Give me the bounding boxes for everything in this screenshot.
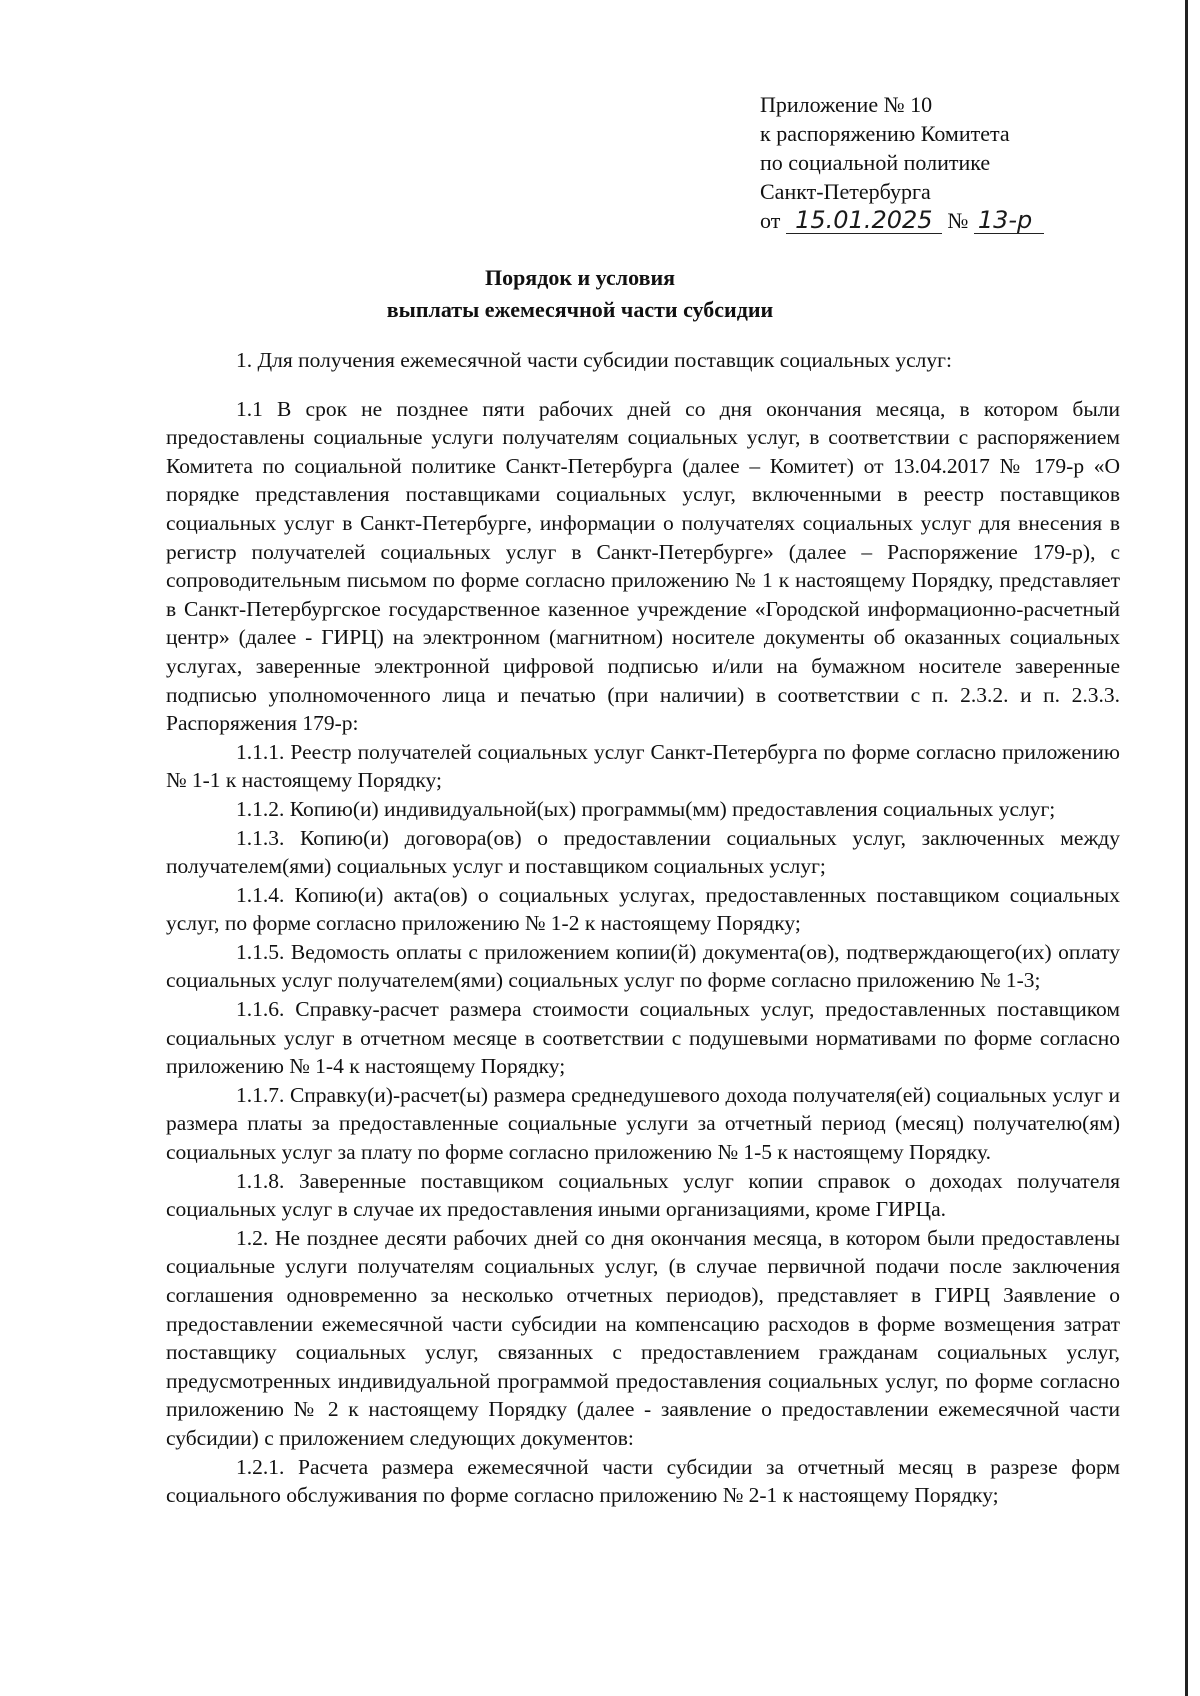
appendix-date-number-line [760,206,1140,235]
paragraph-1-1-2: 1.1.2. Копию(и) индивидуальной(ых) программы(мм) предоставления социальных услуг; [236,796,1056,821]
paragraph-1-1: 1.1 В срок не позднее пяти рабочих дней со дня окончания месяца, в котором были предоставлены социальные услуги получателям социальных услуг, в соответствии с распоряжением Комитета по социальной политике Санкт-Петербурга (далее – Комитет) от 13.04.2017 № 179-р «О порядке представления поставщиками социальных услуг, включенными в реестр поставщиков социальных услуг в Санкт-Петербурге, информации о получателях социальных услуг для внесения в регистр получателей социальных услуг в Санкт-Петербурге» (далее – Распоряжение 179-р), с сопроводительным письмом по форме согласно приложению № 1 к настоящему Порядку, представляет в Санкт-Петербургское государственное казенное учреждение «Городской информационно-расчетный центр» (далее - ГИРЦ) на электронном (магнитном) носителе документы об оказанных социальных услугах, заверенные электронной цифровой подписью и/или на бумажном носителе заверенные подписью уполномоченного лица и печатью (при наличии) в соответствии с п. 2.3.2. и п. 2.3.3. Распоряжения 179-р: [166,396,1120,736]
paragraph-1-1-4: 1.1.4. Копию(и) акта(ов) о социальных услугах, предоставленных поставщиком социальных услуг, по форме согласно приложению № 1-2 к настоящему Порядку; [166,882,1120,936]
document-title [140,262,1020,326]
appendix-line-4: Санкт-Петербурга [760,179,931,204]
handwritten-number: 13-р [974,207,1044,234]
appendix-header [760,90,1140,235]
paragraph-1-1-3: 1.1.3. Копию(и) договора(ов) о предоставлении социальных услуг, заключенных между получателем(ями) социальных услуг и поставщиком социальных услуг; [166,825,1120,879]
appendix-line-3: по социальной политике [760,150,991,175]
paragraph-1-1-7: 1.1.7. Справку(и)-расчет(ы) размера среднедушевого дохода получателя(ей) социальных услуг и размера платы за предоставленные социальные услуги за отчетный период (месяц) получателю(ям) социальных услуг за плату по форме согласно приложению № 1-5 к настоящему Порядку. [166,1082,1120,1165]
paragraph-1: 1. Для получения ежемесячной части субсидии поставщик социальных услуг: [236,348,952,372]
title-line-2: выплаты ежемесячной части субсидии [386,297,774,322]
paragraph-1-1-5: 1.1.5. Ведомость оплаты с приложением копии(й) документа(ов), подтверждающего(их) оплату социальных услуг получателем(ями) социальных услуг по форме согласно приложению № 1-3; [166,939,1120,993]
from-label: от [760,208,781,233]
paragraph-1-2-1: 1.2.1. Расчета размера ежемесячной части субсидии за отчетный месяц в разрезе форм социального обслуживания по форме согласно приложению № 2-1 к настоящему Порядку; [166,1454,1120,1508]
scan-edge-line [1185,0,1188,1696]
number-label: № [947,208,969,233]
paragraph-1-1-1: 1.1.1. Реестр получателей социальных услуг Санкт-Петербурга по форме согласно приложению № 1-1 к настоящему Порядку; [166,739,1120,793]
paragraph-1-1-6: 1.1.6. Справку-расчет размера стоимости социальных услуг, предоставленных поставщиком социальных услуг в отчетном месяце в соответствии с подушевыми нормативами по форме согласно приложению № 1-4 к настоящему Порядку; [166,997,1120,1079]
appendix-line-2: к распоряжению Комитета [760,121,1010,146]
paragraph-1-2: 1.2. Не позднее десяти рабочих дней со дня окончания месяца, в котором были предоставлены социальные услуги получателям социальных услуг, (в случае первичной подачи после заключения соглашения одновременно за несколько отчетных периодов), представляет в ГИРЦ Заявление о предоставлении ежемесячной части субсидии на компенсацию расходов в форме возмещения затрат поставщику социальных услуг, связанных с предоставлением гражданам социальных услуг, предусмотренных индивидуальной программой предоставления социальных услуг, по форме согласно приложению № 2 к настоящему Порядку (далее - заявление о предоставлении ежемесячной части субсидии) с приложением следующих документов: [166,1225,1120,1450]
appendix-line-1: Приложение № 10 [760,92,933,117]
title-line-1: Порядок и условия [484,265,676,290]
paragraph-1-1-8: 1.1.8. Заверенные поставщиком социальных услуг копии справок о доходах получателя социальных услуг в случае их предоставления иными организациями, кроме ГИРЦа. [166,1168,1120,1222]
document-body [166,346,1120,1510]
handwritten-date: 15.01.2025 [786,207,942,234]
